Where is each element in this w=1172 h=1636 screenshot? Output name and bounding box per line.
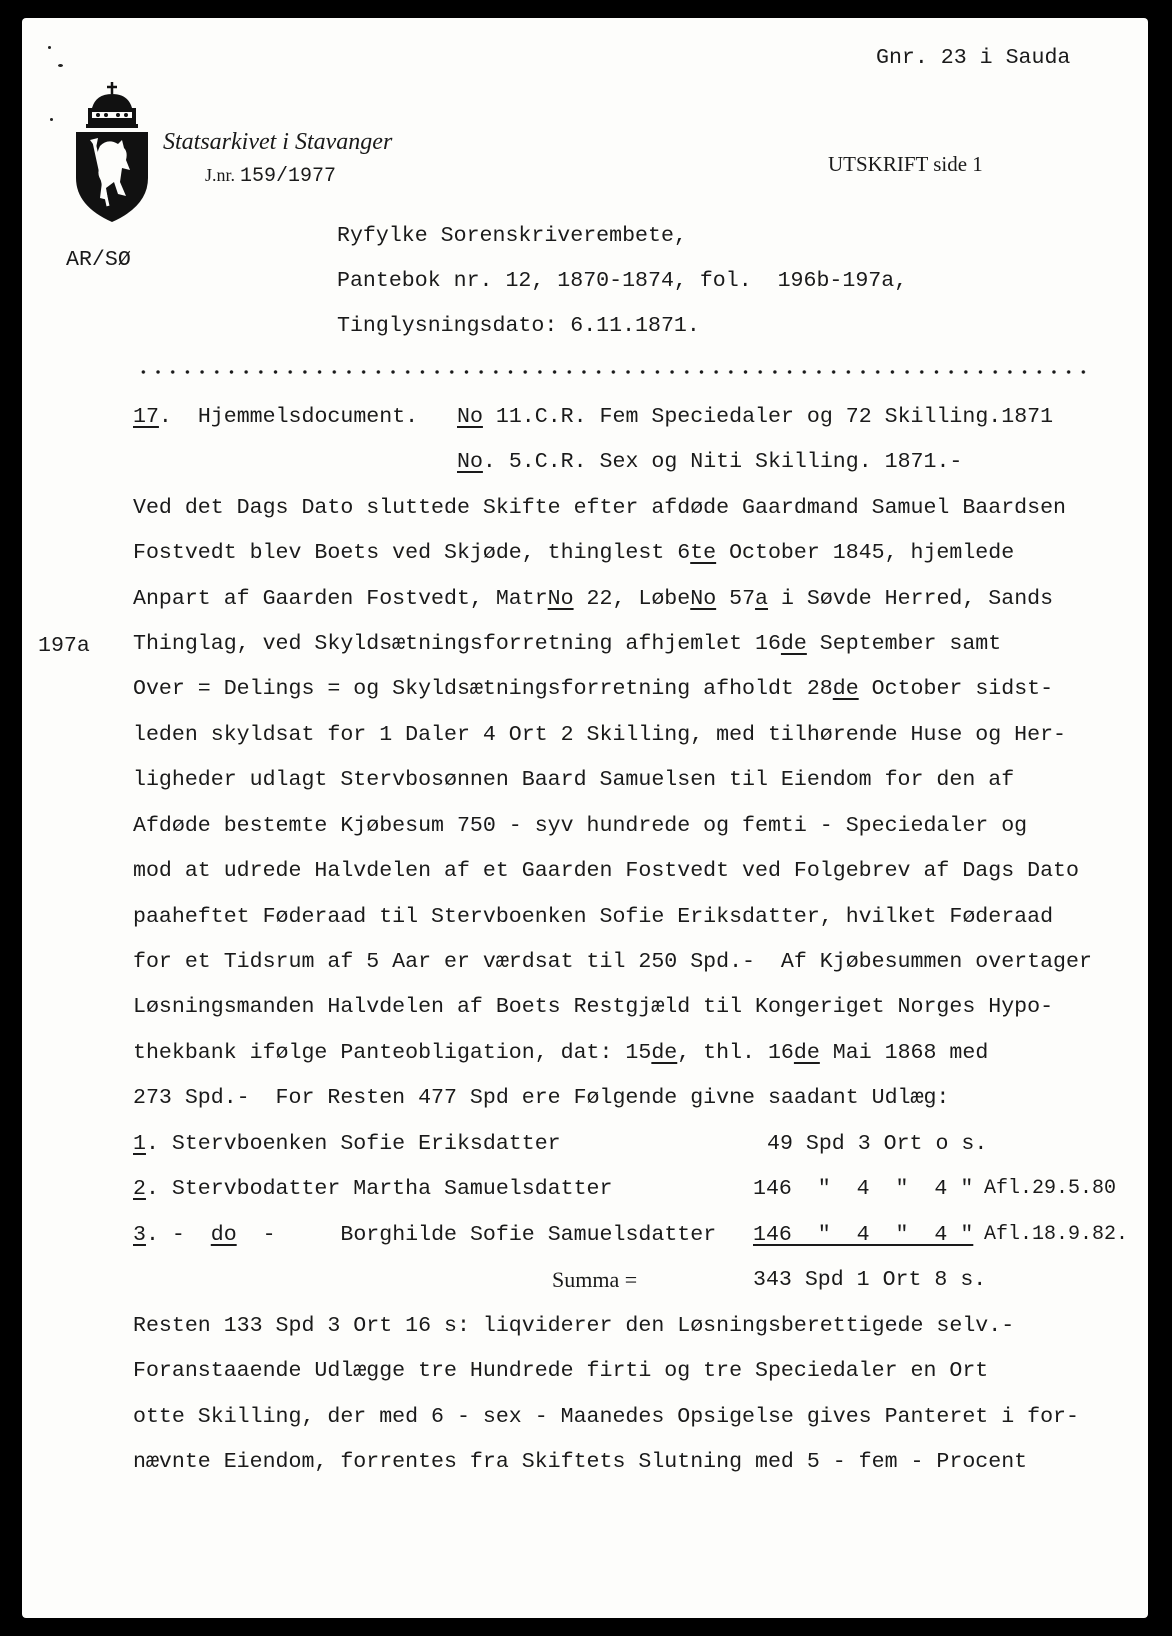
body-line: mod at udrede Halvdelen af et Gaarden Fostvedt ved Folgebrev af Dags Dato	[133, 859, 1079, 883]
jnr-label: J.nr.	[205, 165, 236, 185]
body-line: Over = Delings = og Skyldsætningsforretning afholdt 28de October sidst-	[133, 677, 1054, 701]
body-line: Anpart af Gaarden Fostvedt, MatrNo 22, LøbeNo 57a i Søvde Herred, Sands	[133, 587, 1054, 611]
udlaeg-amount: 146 " 4 " 4 "	[753, 1223, 974, 1247]
udlaeg-note: Afl.29.5.80	[984, 1177, 1117, 1200]
entry-number: 17	[133, 405, 159, 429]
margin-folio-note: 197a	[38, 634, 90, 658]
body-line: Ved det Dags Dato sluttede Skifte efter afdøde Gaardmand Samuel Baardsen	[133, 496, 1067, 520]
norway-coat-of-arms-icon	[70, 78, 154, 224]
body-line: Thinglag, ved Skyldsætningsforretning afhjemlet 16de September samt	[133, 632, 1002, 656]
body-line: leden skyldsat for 1 Daler 4 Ort 2 Skilling, med tilhørende Huse og Her-	[133, 723, 1067, 747]
source-office: Ryfylke Sorenskriverembete,	[337, 224, 687, 248]
dotted-separator	[136, 370, 1092, 374]
body-line: nævnte Eiendom, forrentes fra Skiftets Slutning med 5 - fem - Procent	[133, 1450, 1028, 1474]
body-line: ligheder udlagt Stervbosønnen Baard Samuelsen til Eiendom for den af	[133, 768, 1015, 792]
udlaeg-row: 3. - do - Borghilde Sofie Samuelsdatter	[133, 1223, 717, 1247]
udlaeg-row: 1. Stervboenken Sofie Eriksdatter	[133, 1132, 561, 1156]
stamp-duty-2: No. 5.C.R. Sex og Niti Skilling. 1871.-	[457, 450, 963, 474]
udlaeg-note: Afl.18.9.82.	[984, 1223, 1129, 1246]
initials: AR/SØ	[66, 248, 131, 272]
body-line: Foranstaaende Udlægge tre Hundrede firti og tre Speciedaler en Ort	[133, 1359, 989, 1383]
stamp-duty-1: No 11.C.R. Fem Speciedaler og 72 Skilling.1871	[457, 405, 1054, 429]
body-line: Resten 133 Spd 3 Ort 16 s: liqviderer den Løsningsberettigede selv.-	[133, 1314, 1015, 1338]
udlaeg-row: 2. Stervbodatter Martha Samuelsdatter	[133, 1177, 613, 1201]
archive-name: Statsarkivet i Stavanger	[163, 129, 393, 155]
scan-speck	[50, 118, 53, 121]
body-line: Fostvedt blev Boets ved Skjøde, thinglest 6te October 1845, hjemlede	[133, 541, 1015, 565]
entry-title: Hjemmelsdocument.	[197, 405, 419, 429]
body-line: 273 Spd.- For Resten 477 Spd ere Følgende givne saadant Udlæg:	[133, 1086, 950, 1110]
body-line: otte Skilling, der med 6 - sex - Maanedes Opsigelse gives Panteret i for-	[133, 1405, 1079, 1429]
scan-speck	[48, 46, 51, 49]
source-book: Pantebok nr. 12, 1870-1874, fol. 196b-197a,	[337, 269, 908, 293]
body-line: thekbank ifølge Panteobligation, dat: 15de, thl. 16de Mai 1868 med	[133, 1041, 989, 1065]
udlaeg-amount: 49 Spd 3 Ort o s.	[767, 1132, 988, 1156]
body-line: Løsningsmanden Halvdelen af Boets Restgjæld til Kongeriget Norges Hypo-	[133, 995, 1054, 1019]
entry-heading: 17. Hjemmelsdocument.	[133, 405, 419, 429]
gnr-reference: Gnr. 23 i Sauda	[876, 46, 1071, 70]
body-line: for et Tidsrum af 5 Aar er værdsat til 250 Spd.- Af Kjøbesummen overtager	[133, 950, 1092, 974]
utskrift-side: UTSKRIFT side 1	[828, 152, 983, 176]
sum-value: 343 Spd 1 Ort 8 s.	[753, 1268, 987, 1292]
jnr-value: 159/1977	[240, 165, 337, 188]
scan-speck	[58, 64, 63, 67]
body-line: Afdøde bestemte Kjøbesum 750 - syv hundrede og femti - Speciedaler og	[133, 814, 1028, 838]
udlaeg-amount: 146 " 4 " 4 "	[753, 1177, 974, 1201]
sum-label: Summa =	[552, 1267, 638, 1292]
body-line: paaheftet Føderaad til Stervboenken Sofie Eriksdatter, hvilket Føderaad	[133, 905, 1054, 929]
source-date: Tinglysningsdato: 6.11.1871.	[337, 314, 700, 338]
